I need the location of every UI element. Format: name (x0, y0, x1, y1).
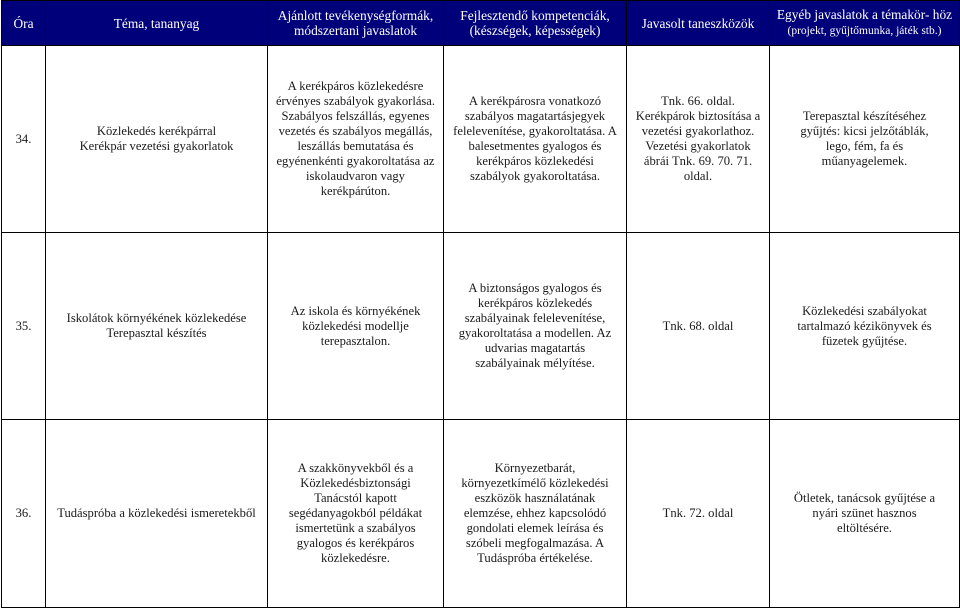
other-cell: Közlekedési szabályokat tartalmazó kézikönyvek és füzetek gyűjtése. (770, 233, 960, 420)
activity-cell: Az iskola és környékének közlekedési modellje terepasztalon. (268, 233, 444, 420)
competence-cell: A kerékpárosra vonatkozó szabályos magatartásjegyek felelevenítése, gyakoroltatása. A balesetmentes gyalogos és kerékpáros közlekedési szabályok gyakoroltatása. (444, 46, 627, 233)
tools-cell: Tnk. 72. oldal (627, 420, 770, 608)
lesson-plan-table (1, 0, 960, 608)
activity-cell: A kerékpáros közlekedésre érvényes szabályok gyakorlása. Szabályos felszállás, egyenes vezetés és szabályos megállás, leszállás bemutatása és egyénenkénti gyakoroltatása az iskolaudvaron vagy kerékpárúton. (268, 46, 444, 233)
competence-cell: A biztonságos gyalogos és kerékpáros közlekedés szabályainak felelevenítése, gyakoroltatása a modellen. Az udvarias magatartás szabályainak mélyítése. (444, 233, 627, 420)
header-ora: Óra (2, 1, 46, 46)
tools-cell: Tnk. 66. oldal. Kerékpárok biztosítása a vezetési gyakorlathoz. Vezetési gyakorlatok ábrái Tnk. 69. 70. 71. oldal. (627, 46, 770, 233)
header-eszkozok: Javasolt taneszközök (627, 1, 770, 46)
table-row (2, 233, 960, 420)
header-tema: Téma, tananyag (46, 1, 268, 46)
header-kompetencia: Fejlesztendő kompetenciák, (készségek, képességek) (444, 1, 627, 46)
tools-cell: Tnk. 68. oldal (627, 233, 770, 420)
table-row (2, 420, 960, 608)
header-row (2, 1, 960, 46)
competence-cell: Környezetbarát, környezetkímélő közlekedési eszközök használatának elemzése, ehhez kapcsolódó gondolati elemek leírása és szóbeli megfogalmazása. A Tudáspróba értékelése. (444, 420, 627, 608)
header-egyeb: Egyéb javaslatok a témakör- höz (projekt, gyűjtőmunka, játék stb.) (770, 1, 960, 46)
lesson-number: 36. (2, 420, 46, 608)
other-cell: Terepasztal készítéséhez gyűjtés: kicsi jelzőtáblák, lego, fém, fa és műanyagelemek. (770, 46, 960, 233)
topic-cell: Tudáspróba a közlekedési ismeretekből (46, 420, 268, 608)
lesson-number: 34. (2, 46, 46, 233)
header-tevekenyseg: Ajánlott tevékenységformák, módszertani javaslatok (268, 1, 444, 46)
activity-cell: A szakkönyvekből és a Közlekedésbiztonsági Tanácstól kapott segédanyagokból példákat ismertetünk a szabályos gyalogos és kerékpáros közlekedésre. (268, 420, 444, 608)
lesson-number: 35. (2, 233, 46, 420)
table-row (2, 46, 960, 233)
other-cell: Ötletek, tanácsok gyűjtése a nyári szünet hasznos eltöltésére. (770, 420, 960, 608)
topic-cell: Közlekedés kerékpárral Kerékpár vezetési gyakorlatok (46, 46, 268, 233)
topic-cell: Iskolátok környékének közlekedése Terepasztal készítés (46, 233, 268, 420)
